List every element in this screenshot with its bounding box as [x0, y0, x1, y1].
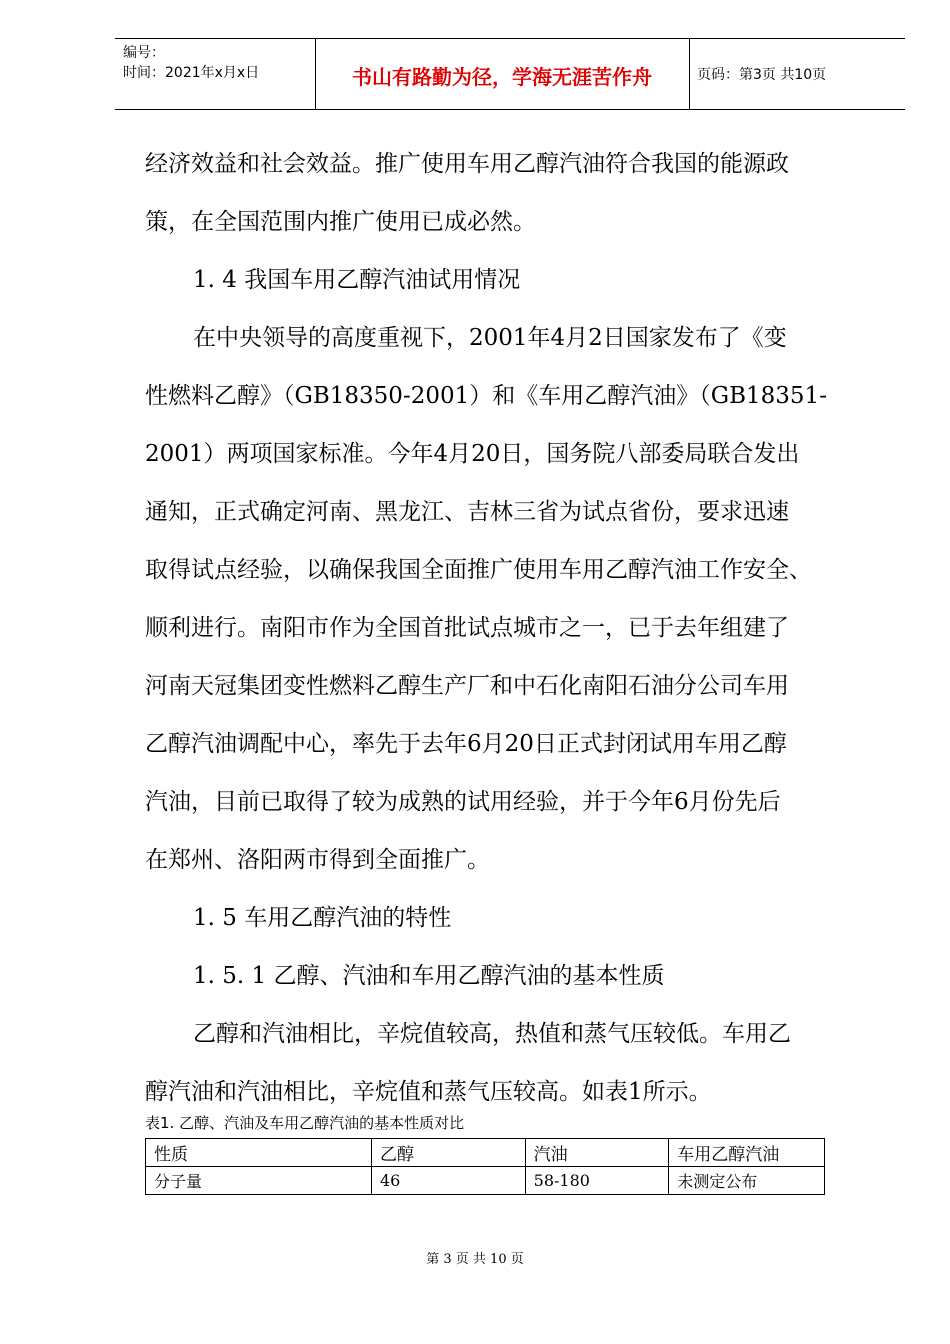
table-cell: 46 — [371, 1167, 525, 1195]
body-paragraph: 乙醇和汽油相比，辛烷值较高，热值和蒸气压较低。车用乙 — [193, 1021, 791, 1047]
header-page-label: 页码：第3页 共10页 — [697, 67, 827, 83]
body-paragraph: 河南天冠集团变性燃料乙醇生产厂和中石化南阳石油分公司车用 — [145, 673, 789, 699]
header-motto: 书山有路勤为径，学海无涯苦作舟 — [352, 65, 652, 89]
body-paragraph: 在郑州、洛阳两市得到全面推广。 — [145, 847, 490, 873]
body-paragraph: 策，在全国范围内推广使用已成必然。 — [145, 209, 536, 235]
header-divider-right — [689, 39, 690, 109]
number-label: 编号： — [123, 45, 165, 61]
page-footer: 第 3 页 共 10 页 — [426, 1252, 524, 1267]
table-header-cell: 性质 — [146, 1139, 372, 1167]
body-paragraph: 取得试点经验，以确保我国全面推广使用车用乙醇汽油工作安全、 — [145, 557, 812, 583]
table-row — [146, 1167, 825, 1195]
page-header — [115, 38, 905, 110]
body-paragraph: 乙醇汽油调配中心，率先于去年6月20日正式封闭试用车用乙醇 — [145, 731, 787, 757]
body-paragraph: 性燃料乙醇》（GB18350-2001）和《车用乙醇汽油》（GB18351- — [145, 383, 827, 409]
properties-table — [145, 1138, 825, 1195]
body-paragraph: 汽油，目前已取得了较为成熟的试用经验，并于今年6月份先后 — [145, 789, 781, 815]
table-header-cell: 乙醇 — [371, 1139, 525, 1167]
body-paragraph: 1. 4 我国车用乙醇汽油试用情况 — [193, 267, 521, 293]
body-paragraph: 顺利进行。南阳市作为全国首批试点城市之一，已于去年组建了 — [145, 615, 789, 641]
body-paragraph: 经济效益和社会效益。推广使用车用乙醇汽油符合我国的能源政 — [145, 151, 789, 177]
table-cell: 未测定公布 — [669, 1167, 825, 1195]
table-header-cell: 汽油 — [525, 1139, 669, 1167]
time-label: 时间：2021年x月x日 — [123, 65, 260, 81]
body-paragraph: 在中央领导的高度重视下，2001年4月2日国家发布了《变 — [193, 325, 787, 351]
header-meta — [123, 43, 259, 83]
table-cell: 58-180 — [525, 1167, 669, 1195]
body-paragraph: 醇汽油和汽油相比，辛烷值和蒸气压较高。如表1所示。 — [145, 1079, 712, 1105]
table-caption: 表1. 乙醇、汽油及车用乙醇汽油的基本性质对比 — [145, 1114, 465, 1132]
body-paragraph: 1. 5 车用乙醇汽油的特性 — [193, 905, 452, 931]
table-header-row — [146, 1139, 825, 1167]
document-body — [145, 135, 870, 1121]
body-paragraph: 通知，正式确定河南、黑龙江、吉林三省为试点省份，要求迅速 — [145, 499, 789, 525]
table-header-cell: 车用乙醇汽油 — [669, 1139, 825, 1167]
body-paragraph: 2001）两项国家标准。今年4月20日，国务院八部委局联合发出 — [145, 441, 800, 467]
table-cell: 分子量 — [146, 1167, 372, 1195]
body-paragraph: 1. 5. 1 乙醇、汽油和车用乙醇汽油的基本性质 — [193, 963, 665, 989]
